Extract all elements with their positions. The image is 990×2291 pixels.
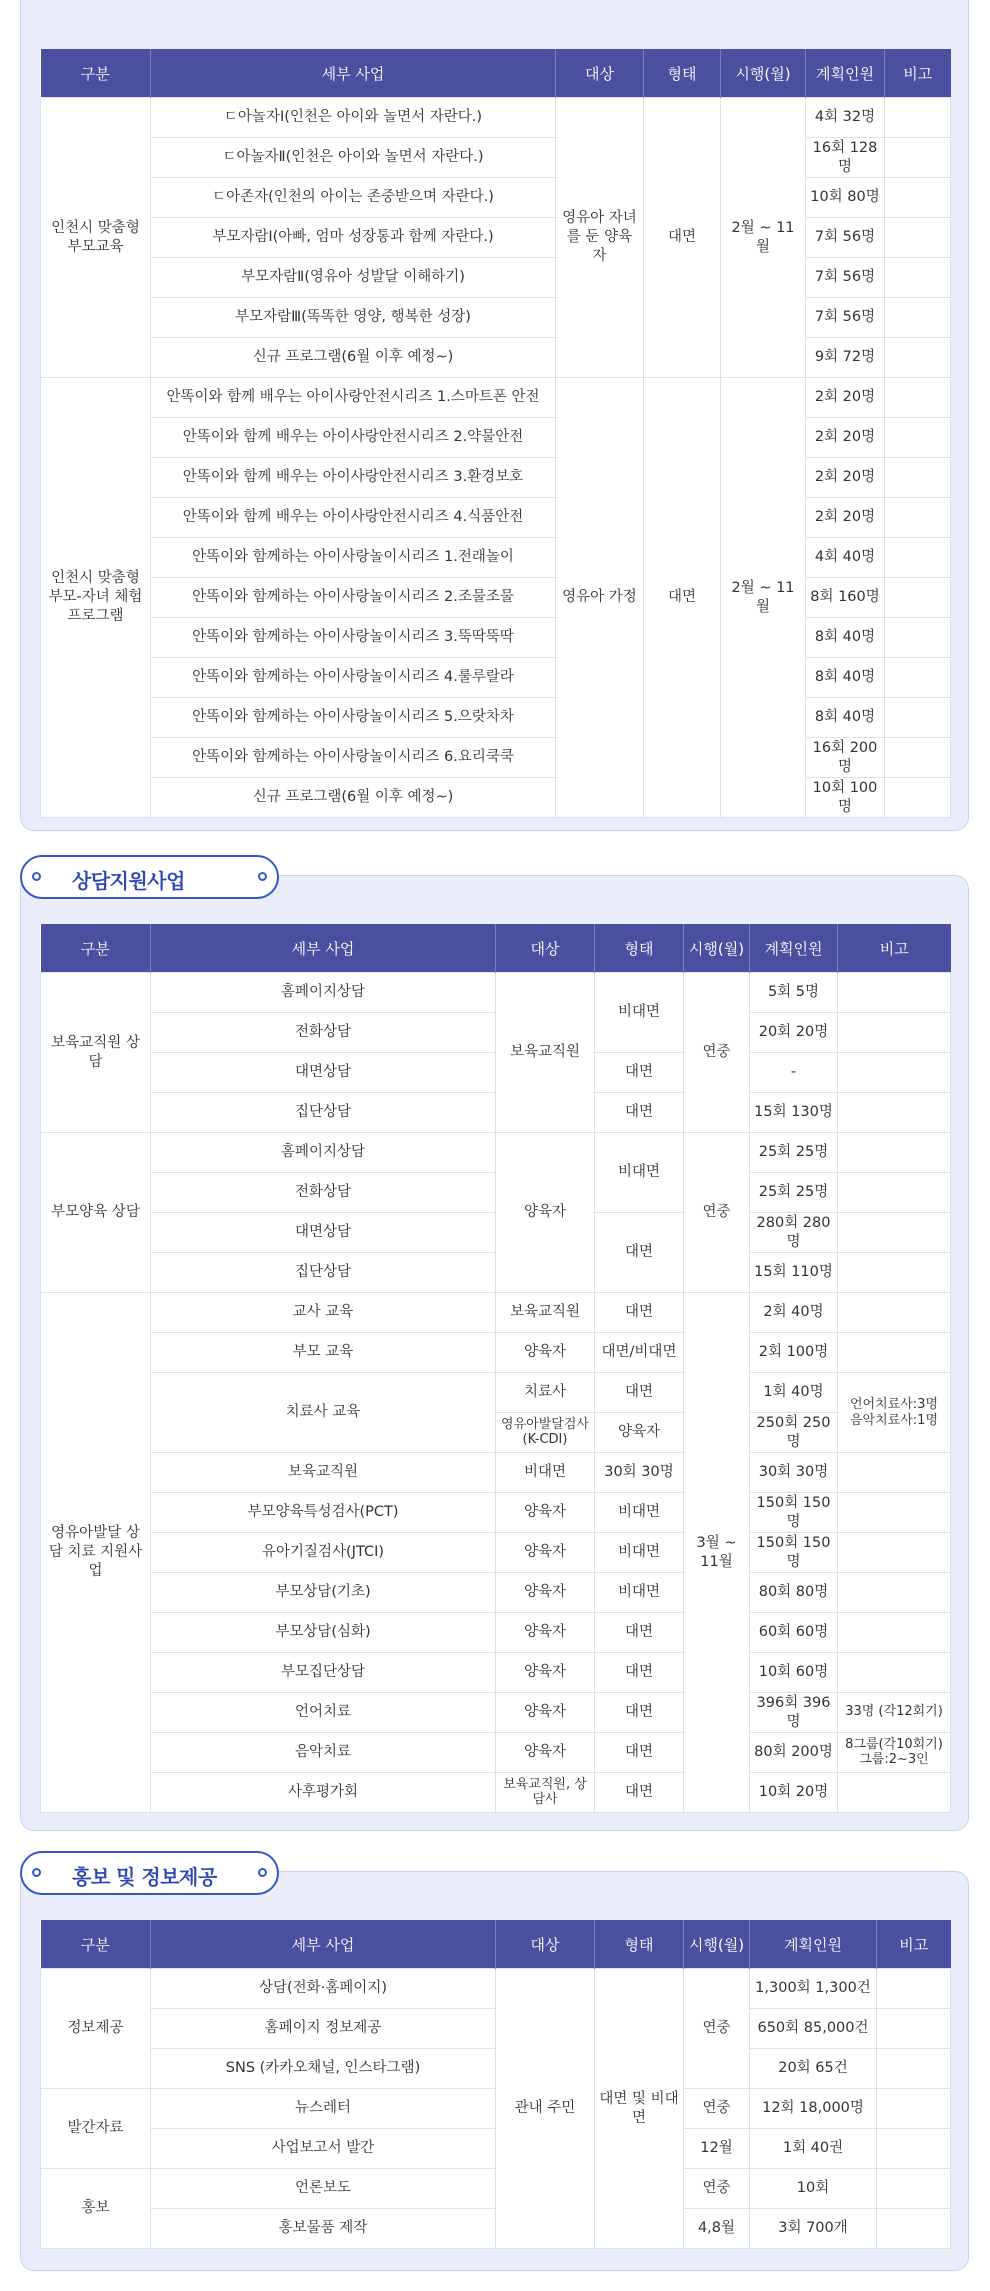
- table-row: [41, 1133, 951, 1173]
- detail-cell: 치료사 교육: [151, 1373, 496, 1453]
- target-cell: 양육자: [496, 1693, 595, 1733]
- plan-cell: 16회 200명: [806, 738, 885, 778]
- detail-cell: 대면상담: [151, 1053, 496, 1093]
- plan-cell: 4회 32명: [806, 98, 885, 138]
- form-cell: 30회 30명: [595, 1453, 684, 1493]
- table-row: [41, 378, 951, 418]
- plan-cell: 8회 160명: [806, 578, 885, 618]
- plan-cell: 80회 80명: [750, 1573, 838, 1613]
- section1-header-row: [41, 49, 951, 98]
- target-cell: 양육자: [496, 1333, 595, 1373]
- note-cell: 33명 (각12회기): [838, 1693, 951, 1733]
- plan-cell: 2회 20명: [806, 458, 885, 498]
- period-cell: 연중: [684, 2089, 750, 2129]
- table-row: [41, 178, 951, 218]
- form-cell: 대면/비대면: [595, 1333, 684, 1373]
- note-cell: [877, 2169, 951, 2209]
- detail-cell: 전화상담: [151, 1013, 496, 1053]
- plan-cell: 7회 56명: [806, 298, 885, 338]
- table-row: [41, 1613, 951, 1653]
- note-cell: [885, 498, 951, 538]
- section2-table: [40, 924, 951, 1813]
- section1-table: [40, 49, 951, 818]
- target-cell: 양육자: [496, 1133, 595, 1293]
- plan-cell: 2회 20명: [806, 498, 885, 538]
- pill-dot-right: [258, 1868, 267, 1877]
- col-target: 대상: [496, 924, 595, 973]
- table-row: [41, 1733, 951, 1773]
- table-row: [41, 1293, 951, 1333]
- note-cell: [877, 2129, 951, 2169]
- col-target: 대상: [556, 49, 644, 98]
- col-note: 비고: [838, 924, 951, 973]
- section3-header-row: [41, 1920, 951, 1969]
- category-cell: 발간자료: [41, 2089, 151, 2169]
- target-cell: 관내 주민: [496, 1969, 595, 2249]
- target-cell: 영유아 자녀를 둔 양육자: [556, 98, 644, 378]
- category-cell: 보육교직원 상담: [41, 973, 151, 1133]
- detail-cell: 안똑이와 함께하는 아이사랑놀이시리즈 6.요리쿡쿡: [151, 738, 556, 778]
- note-cell: [838, 1493, 951, 1533]
- detail-cell: 부모상담(심화): [151, 1613, 496, 1653]
- detail-cell: 안똑이와 함께 배우는 아이사랑안전시리즈 4.식품안전: [151, 498, 556, 538]
- plan-cell: 20회 65건: [750, 2049, 877, 2089]
- form-cell: 대면: [595, 1293, 684, 1333]
- table-row: [41, 458, 951, 498]
- target-cell: 보육교직원: [496, 973, 595, 1133]
- table-row: [41, 498, 951, 538]
- detail-cell: 대면상담: [151, 1213, 496, 1253]
- col-period: 시행(월): [684, 1920, 750, 1969]
- plan-cell: 10회: [750, 2169, 877, 2209]
- period-cell: 연중: [684, 1133, 750, 1293]
- note-cell: [877, 2049, 951, 2089]
- plan-cell: 1회 40권: [750, 2129, 877, 2169]
- section2-title-pill: [20, 855, 279, 899]
- detail-cell: 부모집단상담: [151, 1653, 496, 1693]
- detail-cell: 보육교직원: [151, 1453, 496, 1493]
- note-cell: [838, 1573, 951, 1613]
- note-cell: [885, 258, 951, 298]
- plan-cell: 30회 30명: [750, 1453, 838, 1493]
- category-cell: 홍보: [41, 2169, 151, 2249]
- period-cell: 3월 ~ 11월: [684, 1293, 750, 1813]
- form-cell: 대면: [595, 1733, 684, 1773]
- table-row: [41, 778, 951, 818]
- plan-cell: 250회 250명: [750, 1413, 838, 1453]
- col-detail: 세부 사업: [151, 924, 496, 973]
- plan-cell: 396회 396명: [750, 1693, 838, 1733]
- target-cell: 영유아발달검사 (K-CDI): [496, 1413, 595, 1453]
- col-form: 형태: [644, 49, 721, 98]
- table-row: [41, 1453, 951, 1493]
- note-cell: [885, 618, 951, 658]
- form-cell: 대면: [595, 1053, 684, 1093]
- col-note: 비고: [877, 1920, 951, 1969]
- note-cell: [838, 1293, 951, 1333]
- detail-cell: 안똑이와 함께 배우는 아이사랑안전시리즈 3.환경보호: [151, 458, 556, 498]
- col-detail: 세부 사업: [151, 1920, 496, 1969]
- target-cell: 양육자: [496, 1533, 595, 1573]
- form-cell: 양육자: [595, 1413, 684, 1453]
- note-cell: [838, 1453, 951, 1493]
- target-cell: 영유아 가정: [556, 378, 644, 818]
- detail-cell: 안똑이와 함께하는 아이사랑놀이시리즈 3.뚝딱뚝딱: [151, 618, 556, 658]
- plan-cell: -: [750, 1053, 838, 1093]
- form-cell: 대면: [595, 1773, 684, 1813]
- form-cell: 비대면: [595, 1493, 684, 1533]
- plan-cell: 10회 80명: [806, 178, 885, 218]
- plan-cell: 20회 20명: [750, 1013, 838, 1053]
- detail-cell: SNS (카카오채널, 인스타그램): [151, 2049, 496, 2089]
- plan-cell: 5회 5명: [750, 973, 838, 1013]
- plan-cell: 4회 40명: [806, 538, 885, 578]
- plan-cell: 2회 100명: [750, 1333, 838, 1373]
- pill-dot-left: [32, 1868, 41, 1877]
- note-cell: [885, 298, 951, 338]
- plan-cell: 15회 130명: [750, 1093, 838, 1133]
- detail-cell: 사후평가회: [151, 1773, 496, 1813]
- col-plan: 계획인원: [750, 1920, 877, 1969]
- note-cell: [838, 1133, 951, 1173]
- plan-cell: 10회 60명: [750, 1653, 838, 1693]
- table-row: [41, 698, 951, 738]
- category-cell: 정보제공: [41, 1969, 151, 2089]
- target-cell: 양육자: [496, 1733, 595, 1773]
- section3-table: [40, 1920, 951, 2249]
- note-cell: [877, 2089, 951, 2129]
- table-row: [41, 1533, 951, 1573]
- col-target: 대상: [496, 1920, 595, 1969]
- detail-cell: 사업보고서 발간: [151, 2129, 496, 2169]
- col-category: 구분: [41, 49, 151, 98]
- detail-cell: 뉴스레터: [151, 2089, 496, 2129]
- col-plan: 계획인원: [750, 924, 838, 973]
- table-row: [41, 218, 951, 258]
- target-cell: 양육자: [496, 1573, 595, 1613]
- form-cell: 비대면: [595, 1533, 684, 1573]
- form-cell: 비대면: [595, 1133, 684, 1213]
- note-cell: [885, 578, 951, 618]
- note-cell: [877, 2009, 951, 2049]
- detail-cell: 안똑이와 함께하는 아이사랑놀이시리즈 2.조물조물: [151, 578, 556, 618]
- plan-cell: 650회 85,000건: [750, 2009, 877, 2049]
- table-row: [41, 1493, 951, 1533]
- plan-cell: 60회 60명: [750, 1613, 838, 1653]
- detail-cell: ㄷ아놀자Ⅰ(인천은 아이와 놀면서 자란다.): [151, 98, 556, 138]
- form-cell: 대면: [644, 378, 721, 818]
- section3-title-pill: [20, 1851, 279, 1895]
- note-cell: [885, 738, 951, 778]
- plan-cell: 9회 72명: [806, 338, 885, 378]
- note-cell: [885, 658, 951, 698]
- target-cell: 양육자: [496, 1613, 595, 1653]
- note-cell: [838, 1613, 951, 1653]
- note-cell: [885, 178, 951, 218]
- form-cell: 비대면: [595, 1573, 684, 1613]
- plan-cell: 25회 25명: [750, 1133, 838, 1173]
- detail-cell: 집단상담: [151, 1253, 496, 1293]
- period-cell: 연중: [684, 973, 750, 1133]
- table-row: [41, 1573, 951, 1613]
- detail-cell: 신규 프로그램(6월 이후 예정~): [151, 338, 556, 378]
- period-cell: 2월 ~ 11월: [721, 98, 806, 378]
- note-cell: 언어치료사:3명 음악치료사:1명: [838, 1373, 951, 1453]
- form-cell: 대면: [595, 1373, 684, 1413]
- form-cell: 대면 및 비대면: [595, 1969, 684, 2249]
- note-cell: [838, 1773, 951, 1813]
- detail-cell: 전화상담: [151, 1173, 496, 1213]
- period-cell: 12월: [684, 2129, 750, 2169]
- detail-cell: 음악치료: [151, 1733, 496, 1773]
- detail-cell: 안똑이와 함께 배우는 아이사랑안전시리즈 1.스마트폰 안전: [151, 378, 556, 418]
- note-cell: [838, 1173, 951, 1213]
- plan-cell: 12회 18,000명: [750, 2089, 877, 2129]
- col-period: 시행(월): [721, 49, 806, 98]
- detail-cell: 언론보도: [151, 2169, 496, 2209]
- detail-cell: 안똑이와 함께하는 아이사랑놀이시리즈 4.룰루랄라: [151, 658, 556, 698]
- detail-cell: 부모자람Ⅰ(아빠, 엄마 성장통과 함께 자란다.): [151, 218, 556, 258]
- plan-cell: 2회 40명: [750, 1293, 838, 1333]
- plan-cell: 8회 40명: [806, 658, 885, 698]
- table-row: [41, 258, 951, 298]
- note-cell: [838, 1013, 951, 1053]
- table-row: [41, 98, 951, 138]
- note-cell: [885, 378, 951, 418]
- note-cell: [885, 778, 951, 818]
- note-cell: [885, 458, 951, 498]
- detail-cell: 홍보물품 제작: [151, 2209, 496, 2249]
- form-cell: 대면: [595, 1213, 684, 1293]
- detail-cell: 안똑이와 함께하는 아이사랑놀이시리즈 5.으랏차차: [151, 698, 556, 738]
- pill-dot-right: [258, 872, 267, 881]
- detail-cell: 유아기질검사(JTCI): [151, 1533, 496, 1573]
- detail-cell: 부모 교육: [151, 1333, 496, 1373]
- col-detail: 세부 사업: [151, 49, 556, 98]
- detail-cell: ㄷ아존자(인천의 아이는 존중받으며 자란다.): [151, 178, 556, 218]
- section1-panel: [20, 0, 969, 831]
- form-cell: 대면: [595, 1613, 684, 1653]
- period-cell: 연중: [684, 2169, 750, 2209]
- target-cell: 보육교직원: [496, 1293, 595, 1333]
- detail-cell: 홈페이지 정보제공: [151, 2009, 496, 2049]
- section3-title: 홍보 및 정보제공: [72, 1865, 217, 1889]
- table-row: [41, 1333, 951, 1373]
- pill-dot-left: [32, 872, 41, 881]
- detail-cell: 언어치료: [151, 1693, 496, 1733]
- section2-panel: [20, 875, 969, 1831]
- section2-title: 상담지원사업: [72, 869, 185, 893]
- table-row: [41, 1693, 951, 1733]
- target-cell: 치료사: [496, 1373, 595, 1413]
- note-cell: [885, 218, 951, 258]
- period-cell: 2월 ~ 11월: [721, 378, 806, 818]
- note-cell: [838, 973, 951, 1013]
- table-row: [41, 1773, 951, 1813]
- form-cell: 비대면: [595, 973, 684, 1053]
- note-cell: [885, 98, 951, 138]
- table-row: [41, 1653, 951, 1693]
- col-note: 비고: [885, 49, 951, 98]
- section3-panel: [20, 1871, 969, 2271]
- plan-cell: 2회 20명: [806, 418, 885, 458]
- note-cell: 8그룹(각10회기) 그룹:2~3인: [838, 1733, 951, 1773]
- plan-cell: 10회 100명: [806, 778, 885, 818]
- note-cell: [877, 1969, 951, 2009]
- plan-cell: 8회 40명: [806, 618, 885, 658]
- table-row: [41, 298, 951, 338]
- table-row: [41, 1969, 951, 2009]
- detail-cell: 집단상담: [151, 1093, 496, 1133]
- table-row: [41, 618, 951, 658]
- detail-cell: 교사 교육: [151, 1293, 496, 1333]
- note-cell: [885, 338, 951, 378]
- plan-cell: 10회 20명: [750, 1773, 838, 1813]
- table-row: [41, 1373, 951, 1413]
- note-cell: [838, 1653, 951, 1693]
- category-cell: 영유아발달 상담 치료 지원사업: [41, 1293, 151, 1813]
- detail-cell: 안똑이와 함께 배우는 아이사랑안전시리즈 2.약물안전: [151, 418, 556, 458]
- detail-cell: 안똑이와 함께하는 아이사랑놀이시리즈 1.전래놀이: [151, 538, 556, 578]
- form-cell: 대면: [595, 1693, 684, 1733]
- target-cell: 양육자: [496, 1653, 595, 1693]
- note-cell: [885, 138, 951, 178]
- col-period: 시행(월): [684, 924, 750, 973]
- period-cell: 4,8월: [684, 2209, 750, 2249]
- detail-cell: 상담(전화·홈페이지): [151, 1969, 496, 2009]
- col-plan: 계획인원: [806, 49, 885, 98]
- detail-cell: 홈페이지상담: [151, 1133, 496, 1173]
- note-cell: [838, 1213, 951, 1253]
- plan-cell: 7회 56명: [806, 218, 885, 258]
- table-row: [41, 418, 951, 458]
- plan-cell: 8회 40명: [806, 698, 885, 738]
- form-cell: 대면: [644, 98, 721, 378]
- table-row: [41, 578, 951, 618]
- detail-cell: 신규 프로그램(6월 이후 예정~): [151, 778, 556, 818]
- category-cell: 인천시 맞춤형 부모교육: [41, 98, 151, 378]
- detail-cell: ㄷ아놀자Ⅱ(인천은 아이와 놀면서 자란다.): [151, 138, 556, 178]
- plan-cell: 3회 700개: [750, 2209, 877, 2249]
- col-category: 구분: [41, 1920, 151, 1969]
- category-cell: 인천시 맞춤형 부모-자녀 체험프로그램: [41, 378, 151, 818]
- table-row: [41, 538, 951, 578]
- detail-cell: 홈페이지상담: [151, 973, 496, 1013]
- col-form: 형태: [595, 1920, 684, 1969]
- plan-cell: 150회 150명: [750, 1493, 838, 1533]
- target-cell: 비대면: [496, 1453, 595, 1493]
- plan-cell: 1회 40명: [750, 1373, 838, 1413]
- note-cell: [885, 538, 951, 578]
- note-cell: [885, 418, 951, 458]
- note-cell: [838, 1333, 951, 1373]
- period-cell: 연중: [684, 1969, 750, 2089]
- plan-cell: 15회 110명: [750, 1253, 838, 1293]
- note-cell: [885, 698, 951, 738]
- plan-cell: 1,300회 1,300건: [750, 1969, 877, 2009]
- target-cell: 양육자: [496, 1493, 595, 1533]
- detail-cell: 부모자람Ⅱ(영유아 성발달 이해하기): [151, 258, 556, 298]
- plan-cell: 2회 20명: [806, 378, 885, 418]
- note-cell: [838, 1533, 951, 1573]
- category-cell: 부모양육 상담: [41, 1133, 151, 1293]
- plan-cell: 280회 280명: [750, 1213, 838, 1253]
- plan-cell: 80회 200명: [750, 1733, 838, 1773]
- plan-cell: 7회 56명: [806, 258, 885, 298]
- note-cell: [838, 1093, 951, 1133]
- target-cell: 보육교직원, 상담사: [496, 1773, 595, 1813]
- detail-cell: 부모상담(기초): [151, 1573, 496, 1613]
- table-row: [41, 658, 951, 698]
- table-row: [41, 338, 951, 378]
- form-cell: 대면: [595, 1093, 684, 1133]
- form-cell: 대면: [595, 1653, 684, 1693]
- detail-cell: 부모양육특성검사(PCT): [151, 1493, 496, 1533]
- col-category: 구분: [41, 924, 151, 973]
- table-row: [41, 738, 951, 778]
- col-form: 형태: [595, 924, 684, 973]
- table-row: [41, 138, 951, 178]
- plan-cell: 25회 25명: [750, 1173, 838, 1213]
- section2-header-row: [41, 924, 951, 973]
- detail-cell: 부모자람Ⅲ(똑똑한 영양, 행복한 성장): [151, 298, 556, 338]
- table-row: [41, 973, 951, 1013]
- plan-cell: 16회 128명: [806, 138, 885, 178]
- note-cell: [838, 1253, 951, 1293]
- note-cell: [838, 1053, 951, 1093]
- plan-cell: 150회 150명: [750, 1533, 838, 1573]
- note-cell: [877, 2209, 951, 2249]
